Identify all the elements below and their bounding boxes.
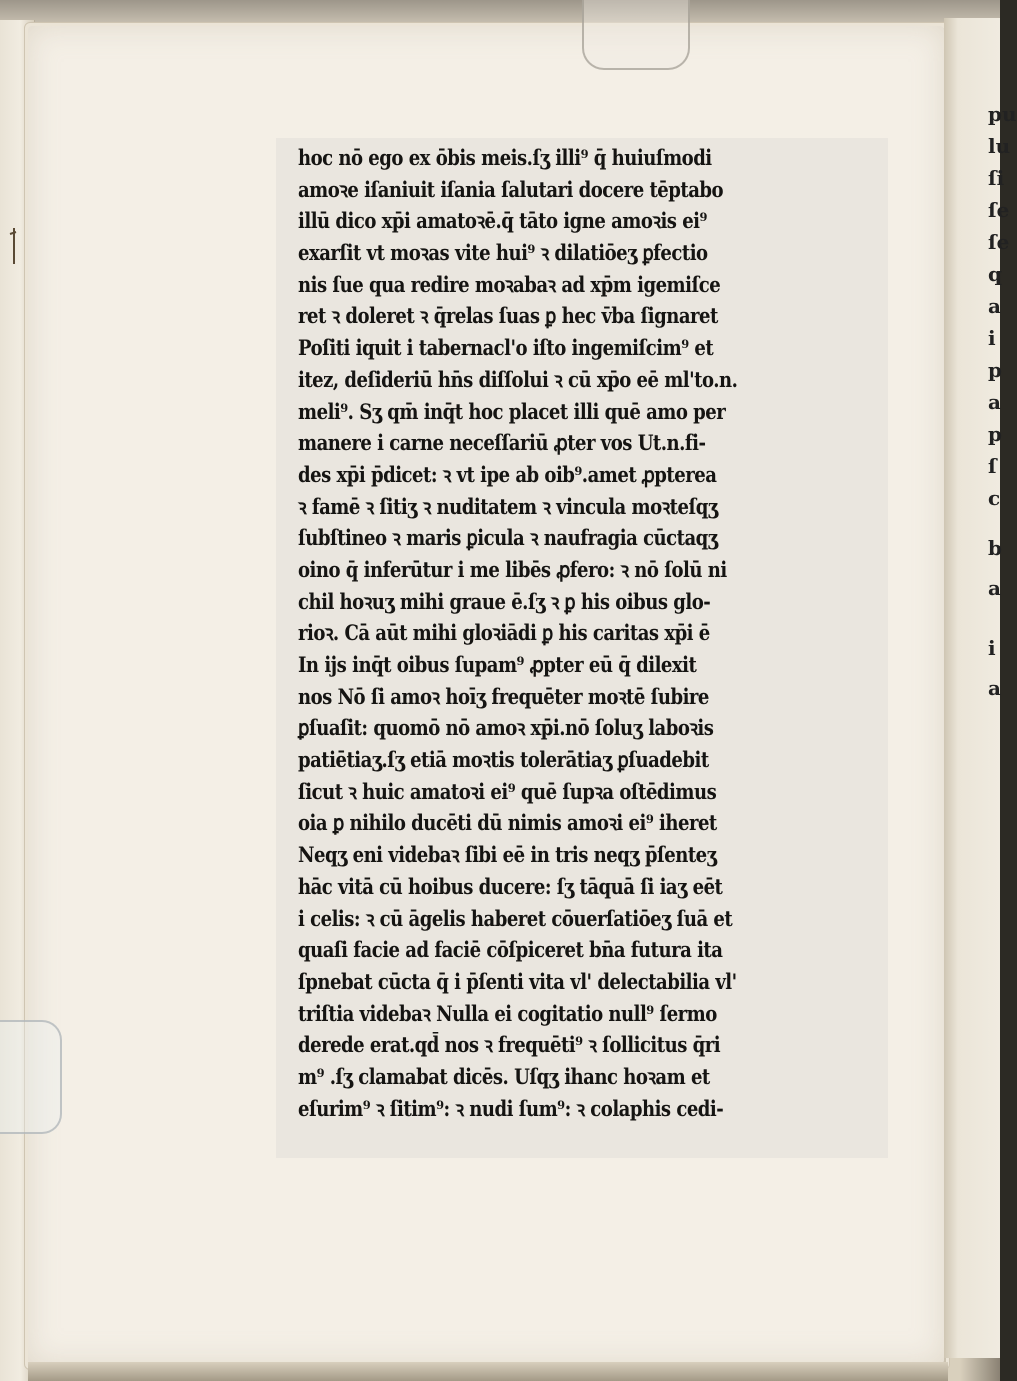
facing-page-fragment: lu (988, 134, 1011, 158)
text-line: ſubſtineo ꝛ maris ꝑicula ꝛ naufragia cūctaqʒ (298, 525, 718, 551)
facing-page-edge (944, 18, 1017, 1358)
text-line: chil hoꝛuʒ mihi graue ē.ſʒ ꝛ ꝑ his oibus glo- (298, 588, 711, 614)
text-line: ret ꝛ doleret ꝛ q̄relas ſuas ꝑ hec v̄ba ſignaret (298, 303, 718, 329)
text-line: eſurim⁹ ꝛ ſitim⁹: ꝛ nudi ſum⁹: ꝛ colaphis cedi- (298, 1095, 724, 1121)
text-line: hāc vitā cū hoibus ducere: ſʒ tāquā ſi iaʒ eēt (298, 873, 723, 899)
book-page (28, 26, 944, 1364)
facing-page-fragment: c (988, 486, 1001, 510)
side-paper-clip (0, 1020, 62, 1134)
facing-page-fragment: i (988, 636, 996, 660)
facing-page-fragment: ſe (988, 230, 1010, 254)
facing-page-fragment: p (988, 422, 1002, 446)
facing-page-fragment: i (988, 326, 996, 350)
text-line: derede erat.qd̄ nos ꝛ frequēti⁹ ꝛ ſollicitus q̄ri (298, 1032, 721, 1058)
text-line: quaſi facie ad faciē cōſpiceret bn̄a futura ita (298, 937, 723, 963)
text-line: patiētiaʒ.ſʒ etiā moꝛtis tolerātiaʒ ꝑſuadebit (298, 747, 709, 773)
text-line: In ijs inq̄t oibus ſupam⁹ ꝓpter eū q̄ dilexit (298, 652, 697, 677)
text-line: Neqʒ eni videbaꝛ ſibi eē in tris neqʒ p̄ſenteʒ (298, 842, 717, 868)
text-line: rioꝛ. Cā aūt mihi gloꝛiādi ꝑ his caritas xp̄i ē (298, 620, 710, 646)
facing-page-fragment: ſ (988, 454, 997, 478)
bottom-page-edge (28, 1362, 948, 1381)
text-line: ſpnebat cūcta q̄ i p̄ſenti vita vl' delectabilia vl' (298, 968, 737, 994)
facing-page-fragment: a (988, 576, 1001, 600)
text-line: illū dico xp̄i amatoꝛē.q̄ tāto igne amoꝛis ei⁹ (298, 208, 707, 234)
facing-page-fragment: b (988, 536, 1002, 560)
text-line: des xp̄i p̄dicet: ꝛ vt ipe ab oib⁹.amet ꝓpterea (298, 461, 717, 487)
facing-page-fragment: a (988, 676, 1001, 700)
text-line: oia ꝑ nihilo ducēti dū nimis amoꝛi ei⁹ iheret (298, 810, 717, 836)
facing-page-fragment: a (988, 294, 1001, 318)
text-line: itez, deſideriū hn̄s diſſolui ꝛ cū xp̄o eē ml'to.n. (298, 366, 738, 392)
text-block (276, 138, 888, 1158)
text-line: manere i carne neceſſariū ꝓter vos Ut.n.fi- (298, 430, 706, 456)
text-line: triſtia videbaꝛ Nulla ei cogitatio null⁹ ſermo (298, 1000, 717, 1026)
text-line: exarſit vt moꝛas vite hui⁹ ꝛ dilatiōeʒ ꝑfectio (298, 240, 708, 266)
facing-page-fragment: a (988, 390, 1001, 414)
text-line: ꝛ famē ꝛ ſitiʒ ꝛ nuditatem ꝛ vincula moꝛteſqʒ (298, 493, 718, 519)
text-line: hoc nō ego ex ōbis meis.ſʒ illi⁹ q̄ huiuſmodi (298, 145, 712, 170)
text-line: oino q̄ inferūtur i me libēs ꝓfero: ꝛ nō ſolū ni (298, 556, 727, 582)
facing-page-fragment: ſe (988, 198, 1010, 222)
text-line: Poſiti iquit i tabernacl'o iſto ingemiſcim⁹ et (298, 335, 714, 361)
top-paper-clip (582, 0, 690, 70)
text-line: nis ſue qua redire moꝛabaꝛ ad xp̄m igemiſce (298, 271, 721, 297)
facing-page-fragment: pu (988, 102, 1017, 126)
text-line: nos Nō ſi amoꝛ hoīʒ frequēter moꝛtē ſubire (298, 683, 709, 709)
facing-page-fragment: q (988, 262, 1002, 286)
facing-page-fragment: ſi (988, 166, 1005, 190)
text-line: m⁹ .ſʒ clamabat dicēs. Uſqʒ ihanc hoꝛam et (298, 1063, 710, 1089)
facing-page-fragment: p (988, 358, 1002, 382)
text-line: i celis: ꝛ cū āgelis haberet cōuerſatiōeʒ ſuā et (298, 905, 733, 931)
text-line: ꝑſuaſit: quomō nō amoꝛ xp̄i.nō ſoluʒ laboꝛis (298, 715, 714, 741)
page-edge-mark-icon (8, 226, 20, 266)
text-line: meli⁹. Sʒ qm̄ inq̄t hoc placet illi quē amo per (298, 398, 726, 424)
text-line: ſicut ꝛ huic amatoꝛi ei⁹ quē ſupꝛa oſtēdimus (298, 778, 717, 804)
text-line: amoꝛe iſaniuit iſania ſalutari docere tēptabo (298, 176, 724, 202)
